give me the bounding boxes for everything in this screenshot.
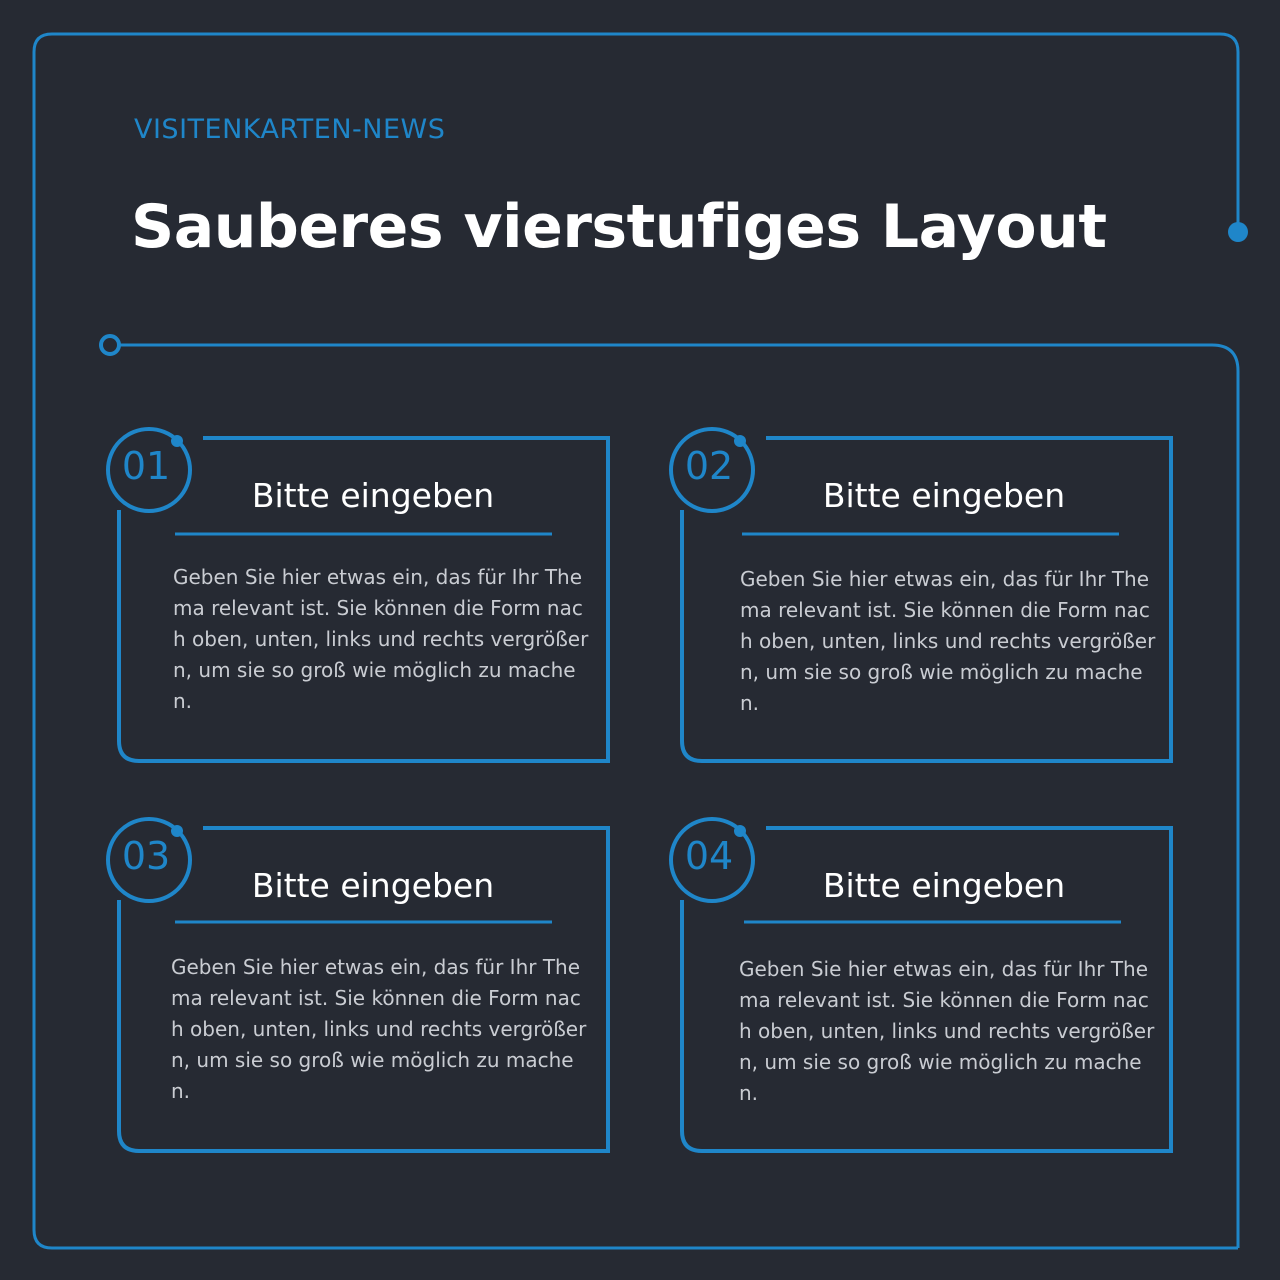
- card-body: Geben Sie hier etwas ein, das für Ihr Thema relevant ist. Sie können die Form nach oben, unten, links und rechts vergrößern, um sie so groß wie möglich zu machen.: [173, 565, 589, 713]
- card-body: Geben Sie hier etwas ein, das für Ihr Thema relevant ist. Sie können die Form nach oben, unten, links und rechts vergrößern, um sie so groß wie möglich zu machen.: [740, 567, 1156, 715]
- step-number: 02: [684, 444, 734, 488]
- step-card-04: [666, 812, 1186, 1157]
- step-card-03: [103, 812, 623, 1157]
- step-number: 03: [121, 834, 171, 878]
- page-title: Sauberes vierstufiges Layout: [131, 192, 1107, 262]
- card-body: Geben Sie hier etwas ein, das für Ihr Thema relevant ist. Sie können die Form nach oben, unten, links und rechts vergrößern, um sie so groß wie möglich zu machen.: [739, 957, 1155, 1105]
- card-title: Bitte eingeben: [251, 866, 495, 905]
- card-title: Bitte eingeben: [822, 866, 1066, 905]
- card-body: Geben Sie hier etwas ein, das für Ihr Thema relevant ist. Sie können die Form nach oben, unten, links und rechts vergrößern, um sie so groß wie möglich zu machen.: [171, 955, 587, 1103]
- card-title: Bitte eingeben: [251, 476, 495, 515]
- frame-end-dot: [1228, 222, 1248, 242]
- step-card-01: [103, 422, 623, 767]
- card-title: Bitte eingeben: [822, 476, 1066, 515]
- step-number: 04: [684, 834, 734, 878]
- step-card-02: [666, 422, 1186, 767]
- frame-start-ring: [101, 336, 119, 354]
- step-number: 01: [121, 444, 171, 488]
- eyebrow-label: VISITENKARTEN-NEWS: [134, 114, 446, 145]
